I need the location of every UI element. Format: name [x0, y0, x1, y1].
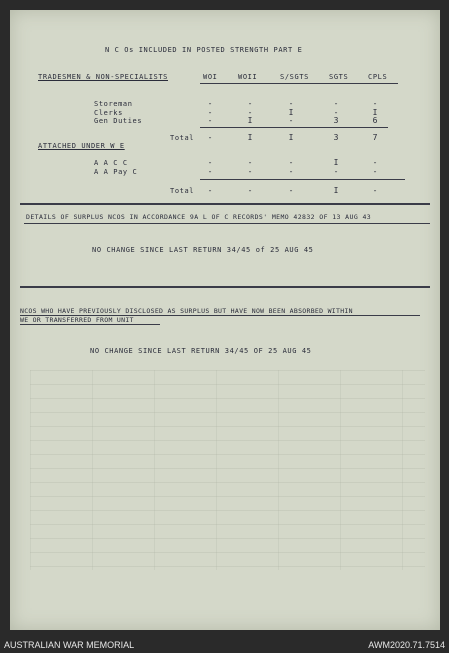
row-label: Storeman — [94, 100, 133, 108]
section-divider — [20, 203, 430, 205]
absorbed-heading-line-1: NCOS WHO HAVE PREVIOUSLY DISCLOSED AS SURPLUS BUT HAVE NOW BEEN ABSORBED WITHIN — [20, 307, 353, 315]
col-header: WOII — [238, 73, 258, 81]
section-label-attached: ATTACHED UNDER W E — [38, 142, 125, 150]
row-label: A A C C — [94, 159, 128, 167]
cell: - — [247, 158, 253, 167]
cell: - — [288, 167, 294, 176]
cell: - — [372, 99, 378, 108]
absorbed-note: NO CHANGE SINCE LAST RETURN 34/45 OF 25 AUG 45 — [90, 347, 312, 355]
cell: I — [247, 116, 253, 125]
cell: 3 — [333, 116, 339, 125]
row-label: Gen Duties — [94, 117, 143, 125]
cell: - — [333, 99, 339, 108]
row-label: A A Pay C — [94, 168, 138, 176]
cell: - — [372, 167, 378, 176]
cell: 6 — [372, 116, 378, 125]
surplus-note: NO CHANGE SINCE LAST RETURN 34/45 of 25 AUG 45 — [92, 246, 314, 254]
show-through-grid — [30, 370, 425, 570]
cell: I — [333, 158, 339, 167]
cell: - — [372, 186, 378, 195]
cell: - — [207, 158, 213, 167]
cell: - — [288, 158, 294, 167]
col-header: SGTS — [329, 73, 349, 81]
cell: - — [207, 99, 213, 108]
cell: 7 — [372, 133, 378, 142]
section-label-tradesmen: TRADESMEN & NON-SPECIALISTS — [38, 73, 168, 81]
section-divider — [20, 286, 430, 288]
col-header: S/SGTS — [280, 73, 309, 81]
cell: I — [288, 108, 294, 117]
cell: - — [247, 108, 253, 117]
document-page — [10, 10, 440, 630]
cell: 3 — [333, 133, 339, 142]
cell: - — [333, 108, 339, 117]
total-label: Total — [170, 187, 195, 195]
subtotal-rule — [200, 127, 388, 128]
cell: - — [247, 167, 253, 176]
cell: - — [207, 108, 213, 117]
cell: I — [372, 108, 378, 117]
cell: - — [207, 167, 213, 176]
cell: - — [247, 186, 253, 195]
total-label: Total — [170, 134, 195, 142]
cell: - — [372, 158, 378, 167]
cell: I — [333, 186, 339, 195]
cell: - — [288, 99, 294, 108]
absorbed-heading-line-2: WE OR TRANSFERRED FROM UNIT — [20, 316, 134, 324]
footer-credit: AUSTRALIAN WAR MEMORIAL — [4, 640, 135, 650]
col-header: CPLS — [368, 73, 388, 81]
cell: - — [207, 133, 213, 142]
cell: - — [288, 186, 294, 195]
cell: I — [247, 133, 253, 142]
header-rule — [200, 83, 398, 84]
row-label: Clerks — [94, 109, 123, 117]
cell: - — [247, 99, 253, 108]
document-title: N C Os INCLUDED IN POSTED STRENGTH PART E — [105, 46, 303, 54]
cell: - — [207, 116, 213, 125]
absorbed-heading-rule-2 — [20, 324, 160, 325]
cell: I — [288, 133, 294, 142]
cell: - — [333, 167, 339, 176]
surplus-heading: DETAILS OF SURPLUS NCOS IN ACCORDANCE 9A L OF C RECORDS' MEMO 42832 OF 13 AUG 43 — [26, 213, 372, 221]
subtotal-rule — [200, 179, 405, 180]
cell: - — [207, 186, 213, 195]
surplus-heading-rule — [24, 223, 430, 224]
cell: - — [288, 116, 294, 125]
footer-accession-number: AWM2020.71.7514 — [368, 640, 445, 650]
col-header: WOI — [203, 73, 218, 81]
